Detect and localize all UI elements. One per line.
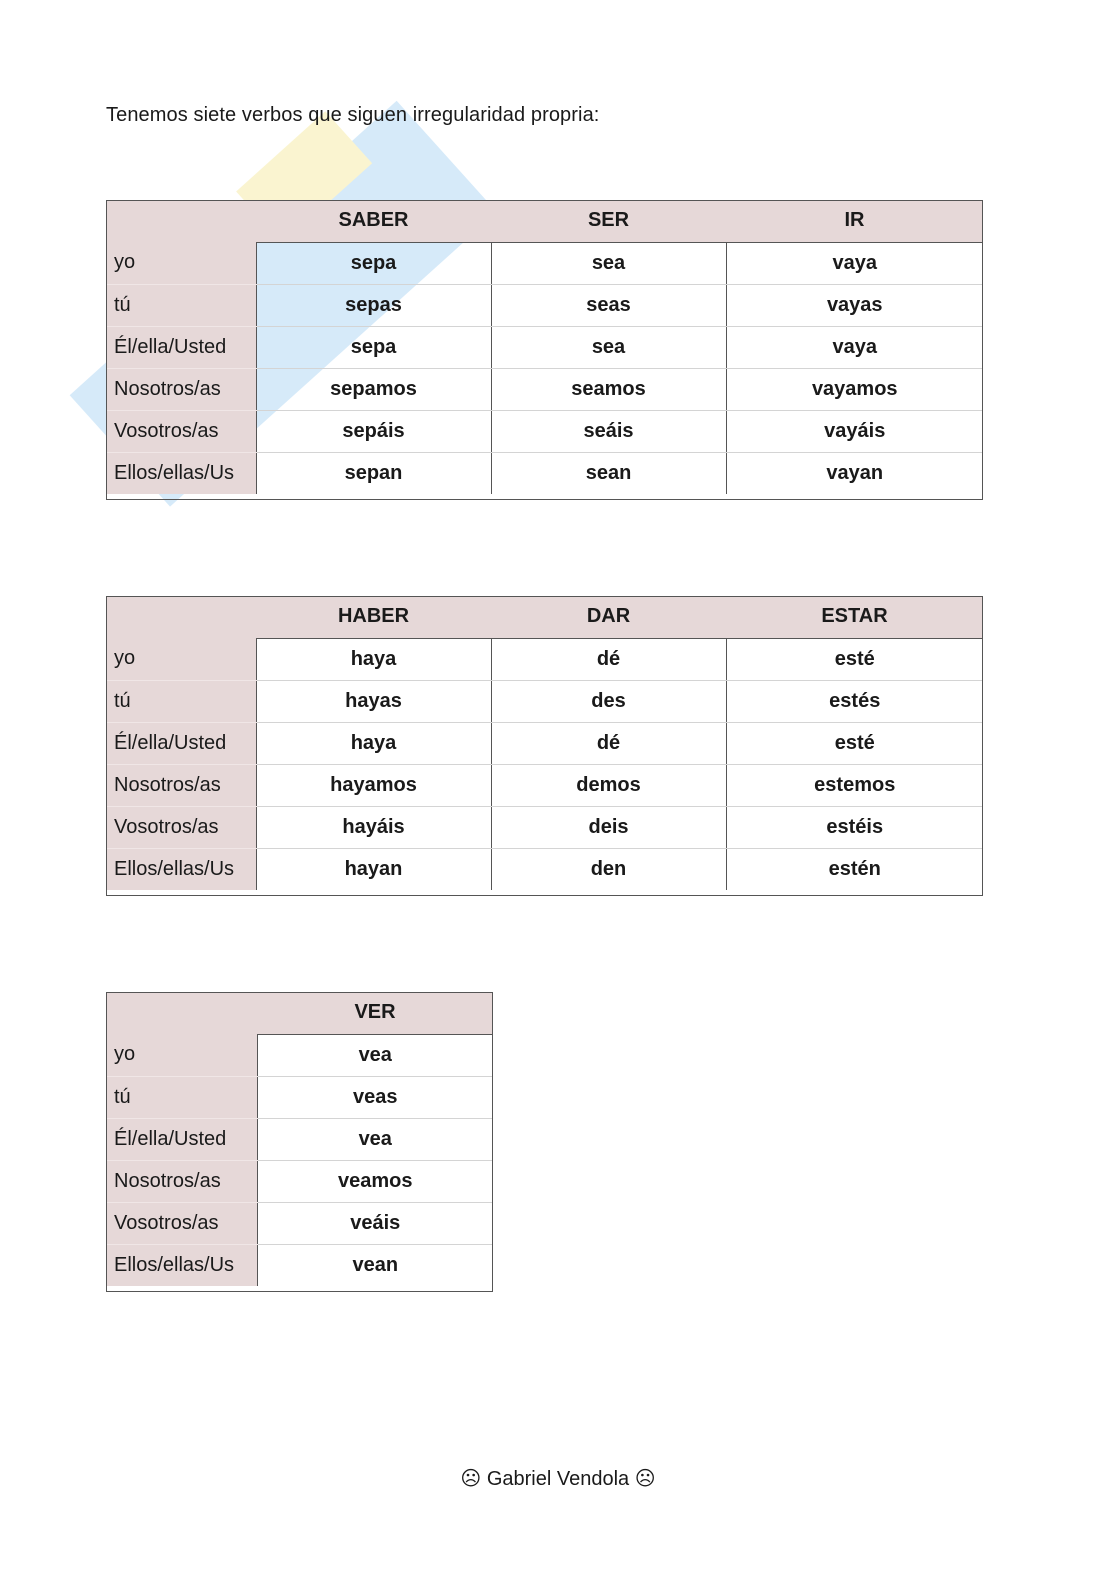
table-row [106, 1034, 493, 1076]
verb-form: sepamos [256, 368, 491, 410]
pronoun-label: Ellos/ellas/Us [106, 848, 256, 890]
verb-header: SER [491, 200, 726, 242]
verb-form: vea [257, 1118, 493, 1160]
verb-form: vayáis [726, 410, 983, 452]
table-row [106, 410, 983, 452]
verb-form: sepáis [256, 410, 491, 452]
table-row [106, 242, 983, 284]
verb-header: VER [257, 992, 493, 1034]
table-row [106, 326, 983, 368]
table-row [106, 638, 983, 680]
pronoun-label: Vosotros/as [106, 806, 256, 848]
verb-form: vayas [726, 284, 983, 326]
pronoun-label: Vosotros/as [106, 410, 256, 452]
verb-form: des [491, 680, 726, 722]
verb-form: dé [491, 638, 726, 680]
verb-form: hayamos [256, 764, 491, 806]
verb-header: DAR [491, 596, 726, 638]
verb-form: vaya [726, 326, 983, 368]
verb-header: IR [726, 200, 983, 242]
verb-form: veáis [257, 1202, 493, 1244]
pronoun-label: Ellos/ellas/Us [106, 1244, 257, 1286]
verb-form: haya [256, 722, 491, 764]
verb-form: vaya [726, 242, 983, 284]
verb-header: SABER [256, 200, 491, 242]
verb-form: veamos [257, 1160, 493, 1202]
verb-form: haya [256, 638, 491, 680]
pronoun-label: Nosotros/as [106, 764, 256, 806]
pronoun-label: Él/ella/Usted [106, 326, 256, 368]
verb-form: sepas [256, 284, 491, 326]
verb-form: sea [491, 326, 726, 368]
conjugation-table-3 [106, 992, 493, 1286]
table-row [106, 1160, 493, 1202]
table-row [106, 1202, 493, 1244]
table-row [106, 1244, 493, 1286]
pronoun-label: Nosotros/as [106, 368, 256, 410]
verb-form: deis [491, 806, 726, 848]
pronoun-label: tú [106, 680, 256, 722]
pronoun-label: Él/ella/Usted [106, 1118, 257, 1160]
verb-form: estéis [726, 806, 983, 848]
verb-form: demos [491, 764, 726, 806]
pronoun-label: Nosotros/as [106, 1160, 257, 1202]
pronoun-label: yo [106, 242, 256, 284]
header-corner [106, 992, 257, 1034]
table-row [106, 680, 983, 722]
header-corner [106, 596, 256, 638]
pronoun-label: yo [106, 1034, 257, 1076]
table-row [106, 722, 983, 764]
table-header-row [106, 992, 493, 1034]
conjugation-table-1 [106, 200, 983, 494]
verb-form: esté [726, 638, 983, 680]
verb-form: estemos [726, 764, 983, 806]
footer-author: ☹ Gabriel Vendola ☹ [460, 1468, 656, 1490]
verb-header: HABER [256, 596, 491, 638]
pronoun-label: tú [106, 284, 256, 326]
verb-form: sepa [256, 242, 491, 284]
table-row [106, 452, 983, 494]
table-header-row [106, 200, 983, 242]
table-row [106, 848, 983, 890]
verb-form: hayan [256, 848, 491, 890]
verb-form: estés [726, 680, 983, 722]
verb-form: sepan [256, 452, 491, 494]
verb-form: hayáis [256, 806, 491, 848]
verb-form: sepa [256, 326, 491, 368]
verb-form: esté [726, 722, 983, 764]
table-row [106, 1076, 493, 1118]
verb-form: seáis [491, 410, 726, 452]
pronoun-label: Él/ella/Usted [106, 722, 256, 764]
pronoun-label: Vosotros/as [106, 1202, 257, 1244]
verb-form: estén [828, 857, 881, 880]
verb-form: vayan [826, 461, 884, 484]
pronoun-label: yo [106, 638, 256, 680]
verb-form: veas [257, 1076, 493, 1118]
conjugation-table-2 [106, 596, 983, 890]
verb-form: vean [352, 1253, 399, 1276]
table-row [106, 368, 983, 410]
verb-form: sea [491, 242, 726, 284]
pronoun-label: tú [106, 1076, 257, 1118]
verb-form: vayamos [726, 368, 983, 410]
verb-form: vea [257, 1034, 493, 1076]
verb-form: sean [491, 452, 726, 494]
pronoun-label: Ellos/ellas/Us [106, 452, 256, 494]
verb-form: seas [491, 284, 726, 326]
table-row [106, 764, 983, 806]
table-row [106, 806, 983, 848]
table-row [106, 284, 983, 326]
table-header-row [106, 596, 983, 638]
header-corner [106, 200, 256, 242]
verb-form: den [491, 848, 726, 890]
intro-text: Tenemos siete verbos que siguen irregularidad propria: [106, 104, 600, 126]
verb-header: ESTAR [726, 596, 983, 638]
verb-form: seamos [491, 368, 726, 410]
table-row [106, 1118, 493, 1160]
verb-form: hayas [256, 680, 491, 722]
verb-form: dé [491, 722, 726, 764]
